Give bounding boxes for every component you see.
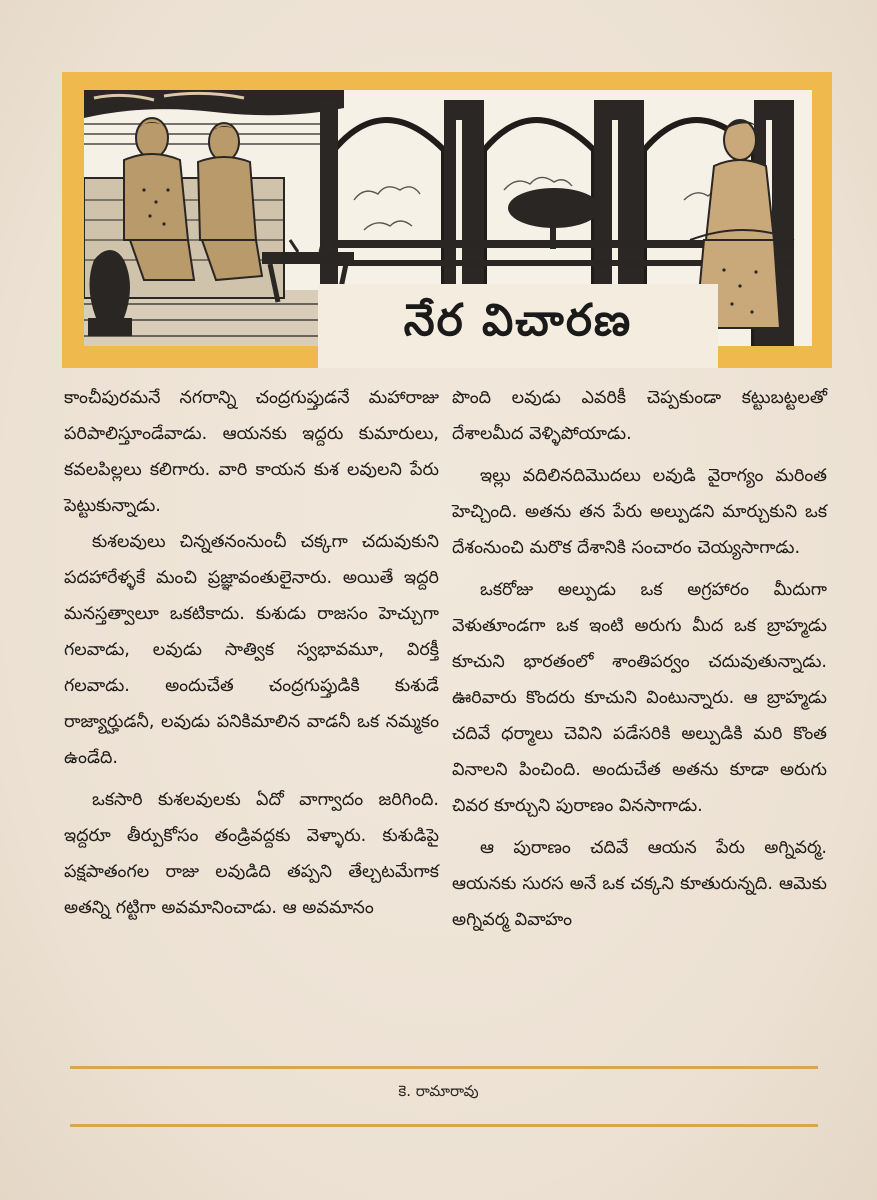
author-byline: కె. రామారావు xyxy=(398,1082,479,1100)
title-box xyxy=(318,284,718,368)
right-column xyxy=(452,380,827,938)
paragraph: ఒకరోజు అల్పుడు ఒక అగ్రహారం మీదుగా వెళుతూండగా ఒక ఇంటి అరుగు మీద ఒక బ్రాహ్మడు కూచుని భారతంలో శాంతిపర్వం చదువుతున్నాడు. ఊరివారు కొందరు కూచుని వింటున్నారు. ఆ బ్రాహ్మడు చదివే ధర్మాలు చెవిని పడేసరికి అల్పుడికి మరి కొంత వినాలని పించింది. అందుచేత అతను కూడా అరుగు చివర కూర్చుని పురాణం వినసాగాడు. xyxy=(452,580,827,816)
paragraph: పొంది లవుడు ఎవరికీ చెప్పకుండా కట్టుబట్టలతో దేశాలమీద వెళ్ళిపోయాడు. xyxy=(452,388,827,444)
story-title: నేర విచారణ xyxy=(403,295,633,346)
paragraph: ఒకసారి కుశలవులకు ఏదో వాగ్వాదం జరిగింది. ఇద్దరూ తీర్పుకోసం తండ్రివద్దకు వెళ్ళారు. కుశుడిపై పక్షపాతంగల రాజు లవుడిది తప్పని తేల్చటమేగాక అతన్ని గట్టిగా అవమానించాడు. ఆ అవమానం xyxy=(64,790,439,918)
paragraph: కాంచీపురమనే నగరాన్ని చంద్రగుప్తుడనే మహారాజు పరిపాలిస్తూండేవాడు. ఆయనకు ఇద్దరు కుమారులు, కవలపిల్లలు కలిగారు. వారి కాయన కుశ లవులని పేరు పెట్టుకున్నాడు. xyxy=(64,388,439,516)
left-column xyxy=(64,380,439,926)
footer-rule-bottom xyxy=(70,1124,818,1127)
paragraph: ఇల్లు వదిలినదిమొదలు లవుడి వైరాగ్యం మరింత హెచ్చింది. అతను తన పేరు అల్పుడని మార్చుకుని ఒక దేశంనుంచి మరొక దేశానికి సంచారం చెయ్యసాగాడు. xyxy=(452,466,827,558)
paragraph: కుశలవులు చిన్నతనంనుంచీ చక్కగా చదువుకుని పదహారేళ్ళకే మంచి ప్రజ్ఞావంతులైనారు. అయితే ఇద్దరి మనస్తత్వాలూ ఒకటికాదు. కుశుడు రాజసం హెచ్చుగా గలవాడు, లవుడు సాత్విక స్వభావమూ, విరక్తీ గలవాడు. అందుచేత చంద్రగుప్తుడికి కుశుడే రాజ్యార్హుడనీ, లవుడు పనికిమాలిన వాడనీ ఒక నమ్మకం ఉండేది. xyxy=(64,532,439,768)
footer-rule-top xyxy=(70,1066,818,1069)
paragraph: ఆ పురాణం చదివే ఆయన పేరు అగ్నివర్మ. ఆయనకు సురస అనే ఒక చక్కని కూతురున్నది. ఆమెకు అగ్నివర్మ వివాహం xyxy=(452,838,827,930)
